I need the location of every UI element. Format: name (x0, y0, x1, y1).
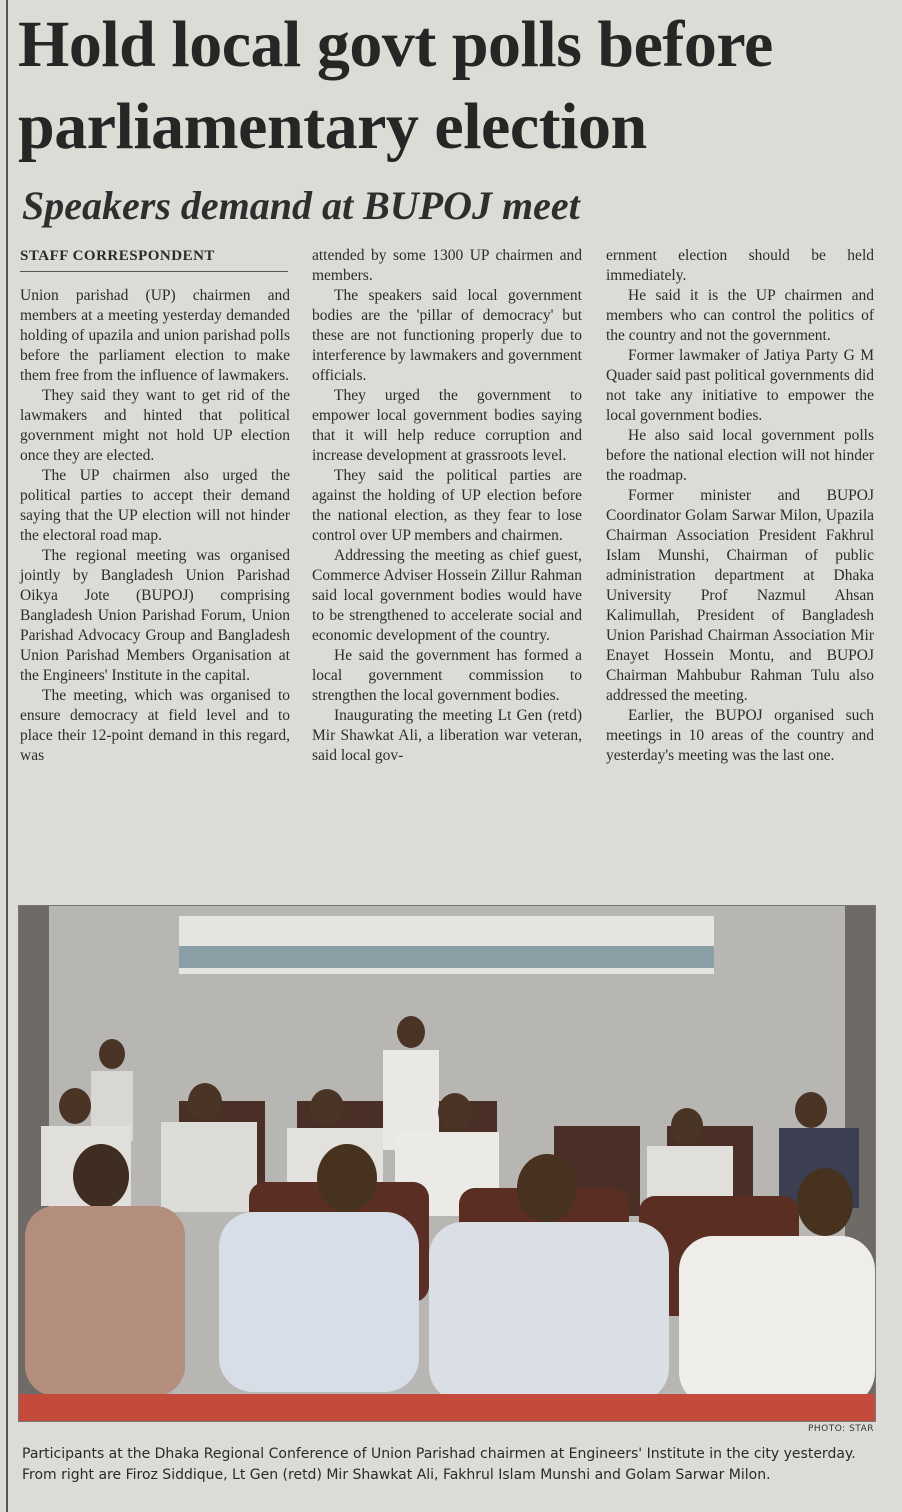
meeting-photo-illustration (19, 906, 875, 1421)
paragraph: They urged the government to empower local government bodies saying that it will help reduce corruption and increase development at grassroots level. (312, 387, 582, 464)
photo-credit: PHOTO: STAR (807, 1424, 874, 1434)
photo-caption: Participants at the Dhaka Regional Conference of Union Parishad chairmen at Engineers' Institute in the city yesterday. From right are Firoz Siddique, Lt Gen (retd) Mir Shawkat Ali, Fakhrul Islam Munshi and Golam Sarwar Milon. (22, 1446, 856, 1483)
paragraph: He said it is the UP chairmen and members who can control the politics of the country and not the government. (606, 287, 874, 344)
paragraph: The meeting, which was organised to ensure democracy at field level and to place their 12-point demand in this regard, was (20, 687, 290, 764)
paragraph: Former minister and BUPOJ Coordinator Golam Sarwar Milon, Upazila Chairman Association President Fakhrul Islam Munshi, Chairman of public administration department at Dhaka University Prof Nazmul Ahsan Kalimullah, President of Bangladesh Union Parishad Chairman Association Mir Enayet Hossein Montu, and BUPOJ Chairman Mahbubur Rahman Tulu also addressed the meeting. (606, 487, 874, 704)
paragraph: ernment election should be held immediately. (606, 247, 874, 284)
news-photo (18, 905, 876, 1422)
paragraph: Addressing the meeting as chief guest, Commerce Adviser Hossein Zillur Rahman said local government bodies would have to be strengthened to accelerate social and economic development of the country. (312, 547, 582, 644)
paragraph: Inaugurating the meeting Lt Gen (retd) Mir Shawkat Ali, a liberation war veteran, said local gov- (312, 707, 582, 764)
paragraph: He also said local government polls before the national election will not hinder the roadmap. (606, 427, 874, 484)
article-column-1 (20, 286, 290, 766)
headline: Hold local govt polls before parliamentary election (18, 8, 773, 163)
paragraph: Union parishad (UP) chairmen and members at a meeting yesterday demanded holding of upazila and union parishad polls before the parliament election to make them free from the influence of lawmakers. (20, 287, 290, 384)
paragraph: attended by some 1300 UP chairmen and members. (312, 247, 582, 284)
subheadline: Speakers demand at BUPOJ meet (22, 183, 580, 228)
paragraph: The speakers said local government bodies are the 'pillar of democracy' but these are not functioning properly due to interference by lawmakers and government officials. (312, 287, 582, 384)
paragraph: Earlier, the BUPOJ organised such meetings in 10 areas of the country and yesterday's meeting was the last one. (606, 707, 874, 764)
paragraph: The regional meeting was organised jointly by Bangladesh Union Parishad Oikya Jote (BUPOJ) comprising Bangladesh Union Parishad Forum, Union Parishad Advocacy Group and Bangladesh Union Parishad Members Organisation at the Engineers' Institute in the capital. (20, 547, 290, 684)
column-rule (6, 0, 8, 1512)
article-column-3 (606, 246, 874, 766)
paragraph: Former lawmaker of Jatiya Party G M Quader said past political governments did not take any initiative to empower the local government bodies. (606, 347, 874, 424)
byline: STAFF CORRESPONDENT (20, 248, 288, 272)
paragraph: He said the government has formed a local government commission to strengthen the local government bodies. (312, 647, 582, 704)
article-column-2 (312, 246, 582, 766)
paragraph: They said the political parties are against the holding of UP election before the national election, as they fear to lose control over UP members and chairmen. (312, 467, 582, 544)
paragraph: They said they want to get rid of the lawmakers and hinted that political government might not hold UP election once they are elected. (20, 387, 290, 464)
paragraph: The UP chairmen also urged the political parties to accept their demand saying that the UP election will not hinder the electoral road map. (20, 467, 290, 544)
